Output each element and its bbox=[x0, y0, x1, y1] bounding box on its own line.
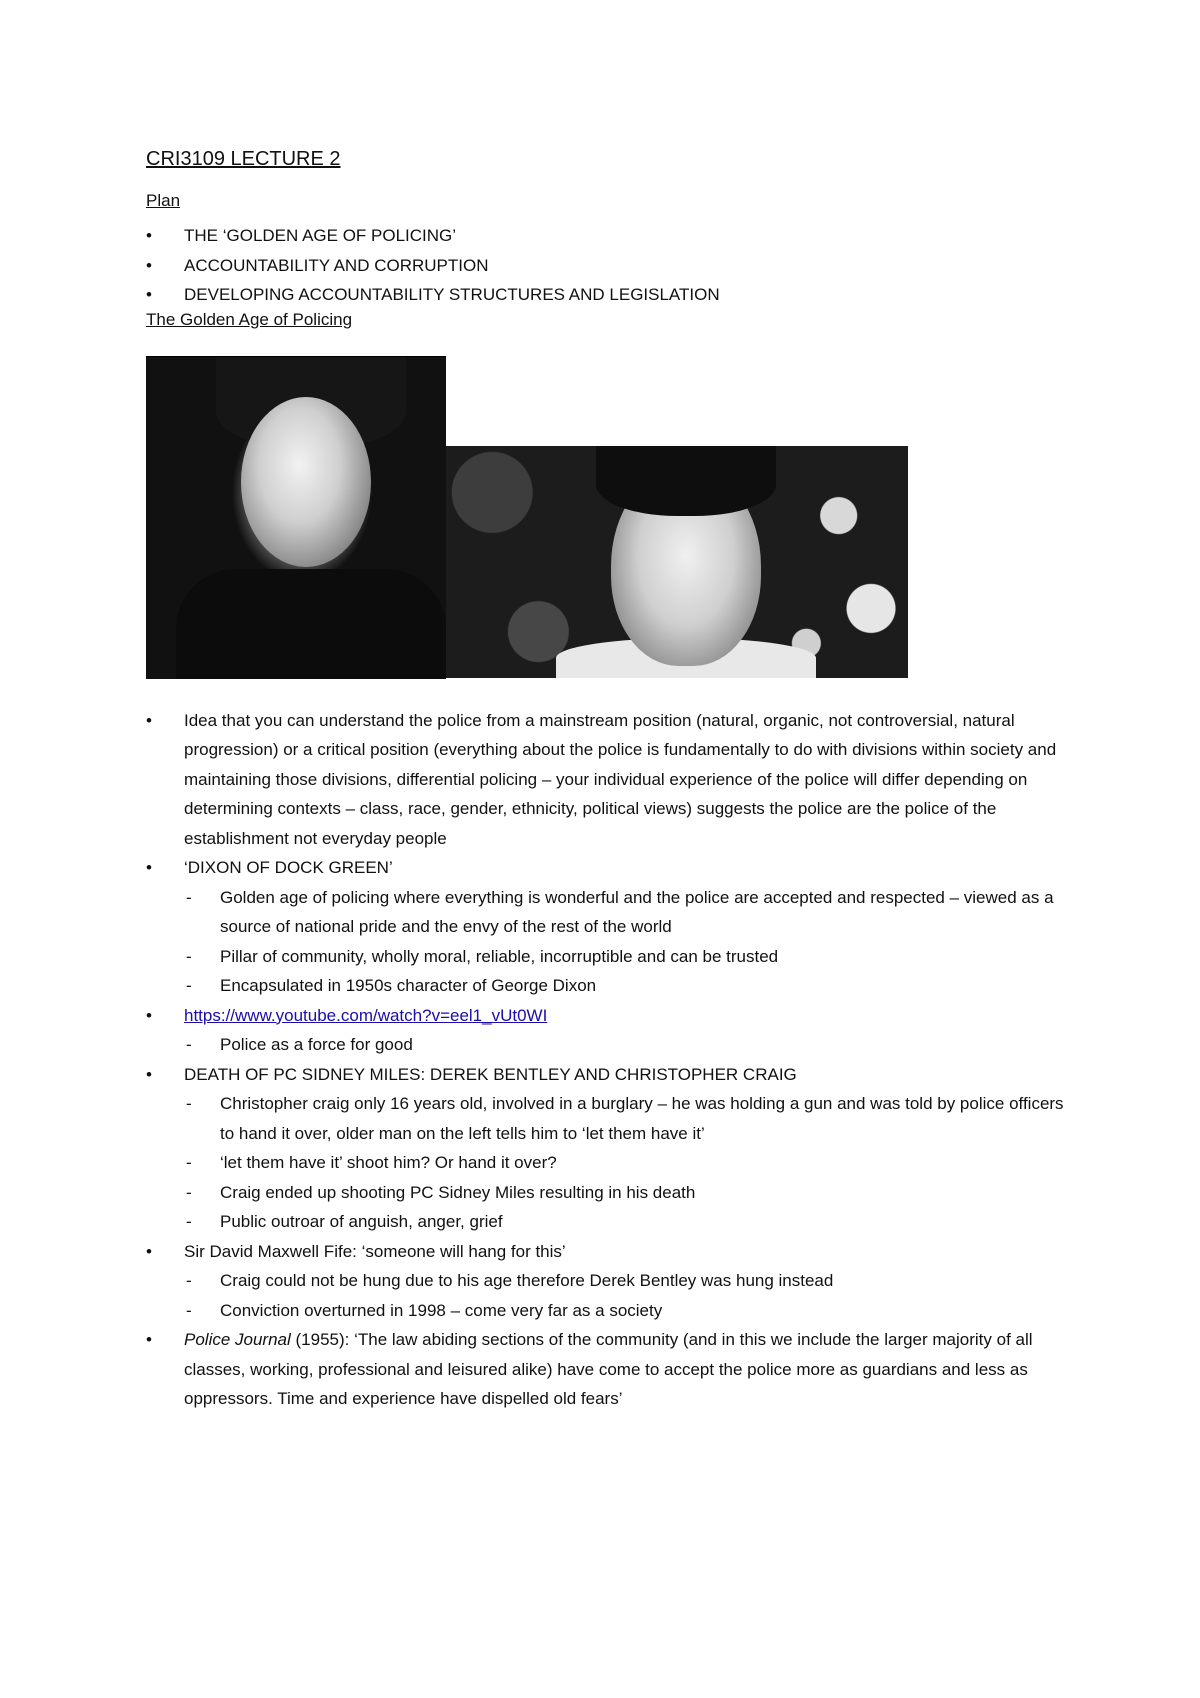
photo-group bbox=[146, 356, 1066, 676]
death-point: - Christopher craig only 16 years old, involved in a burglary – he was holding a gun and was told by police officers to hand it over, older man on the left tells him to ‘let them have it’ bbox=[184, 1089, 1066, 1148]
plan-item: • DEVELOPING ACCOUNTABILITY STRUCTURES AND LEGISLATION bbox=[146, 280, 1066, 310]
journal-quote: ‘The law abiding sections of the community (and in this we include the larger majority of all classes, working, professional and leisured alike) have come to accept the police more as guardians and less as oppressors. Time and experience have dispelled old fears’ bbox=[184, 1330, 1033, 1408]
video-points bbox=[184, 1030, 1066, 1060]
death-point: - Craig ended up shooting PC Sidney Miles resulting in his death bbox=[184, 1178, 1066, 1208]
dixon-point: - Golden age of policing where everything is wonderful and the police are accepted and respected – viewed as a source of national pride and the envy of the rest of the world bbox=[184, 883, 1066, 942]
dixon-point: - Encapsulated in 1950s character of George Dixon bbox=[184, 971, 1066, 1001]
fife-point: - Craig could not be hung due to his age therefore Derek Bentley was hung instead bbox=[184, 1266, 1066, 1296]
death-label: DEATH OF PC SIDNEY MILES: DEREK BENTLEY AND CHRISTOPHER CRAIG bbox=[184, 1064, 797, 1084]
document-page bbox=[146, 148, 1066, 1414]
death-point: - ‘let them have it’ shoot him? Or hand it over? bbox=[184, 1148, 1066, 1178]
photo-young-man bbox=[446, 446, 908, 678]
plan-list bbox=[146, 221, 1066, 310]
journal-year: (1955): bbox=[290, 1330, 355, 1349]
video-point: - Police as a force for good bbox=[184, 1030, 1066, 1060]
journal-source: Police Journal bbox=[184, 1330, 291, 1349]
section-heading: The Golden Age of Policing bbox=[146, 309, 353, 329]
journal-item bbox=[146, 1325, 1066, 1414]
intro-list bbox=[146, 706, 1066, 854]
photo-older-man bbox=[146, 356, 446, 679]
notes-list bbox=[146, 853, 1066, 1414]
death-point: - Public outroar of anguish, anger, grief bbox=[184, 1207, 1066, 1237]
plan-item: • ACCOUNTABILITY AND CORRUPTION bbox=[146, 251, 1066, 281]
dixon-points bbox=[184, 883, 1066, 1001]
fife-point: - Conviction overturned in 1998 – come very far as a society bbox=[184, 1296, 1066, 1326]
youtube-link[interactable]: https://www.youtube.com/watch?v=eel1_vUt0WI bbox=[184, 1005, 548, 1025]
fife-item bbox=[146, 1237, 1066, 1326]
intro-bullet: • Idea that you can understand the police from a mainstream position (natural, organic, not controversial, natural progression) or a critical position (everything about the police is fundamentally to do with divisions within society and maintaining those divisions, differential policing – your individual experience of the police will differ depending on determining contexts – class, race, gender, ethnicity, political views) suggests the police are the police of the establishment not everyday people bbox=[146, 706, 1066, 854]
video-item bbox=[146, 1001, 1066, 1060]
fife-points bbox=[184, 1266, 1066, 1325]
plan-item: • THE ‘GOLDEN AGE OF POLICING’ bbox=[146, 221, 1066, 251]
dixon-item bbox=[146, 853, 1066, 1001]
plan-heading: Plan bbox=[146, 191, 181, 210]
death-item bbox=[146, 1060, 1066, 1237]
fife-label: Sir David Maxwell Fife: ‘someone will hang for this’ bbox=[184, 1241, 566, 1261]
death-points bbox=[184, 1089, 1066, 1237]
dixon-label: ‘DIXON OF DOCK GREEN’ bbox=[184, 858, 393, 877]
page-title: CRI3109 LECTURE 2 bbox=[146, 148, 341, 170]
dixon-point: - Pillar of community, wholly moral, reliable, incorruptible and can be trusted bbox=[184, 942, 1066, 972]
